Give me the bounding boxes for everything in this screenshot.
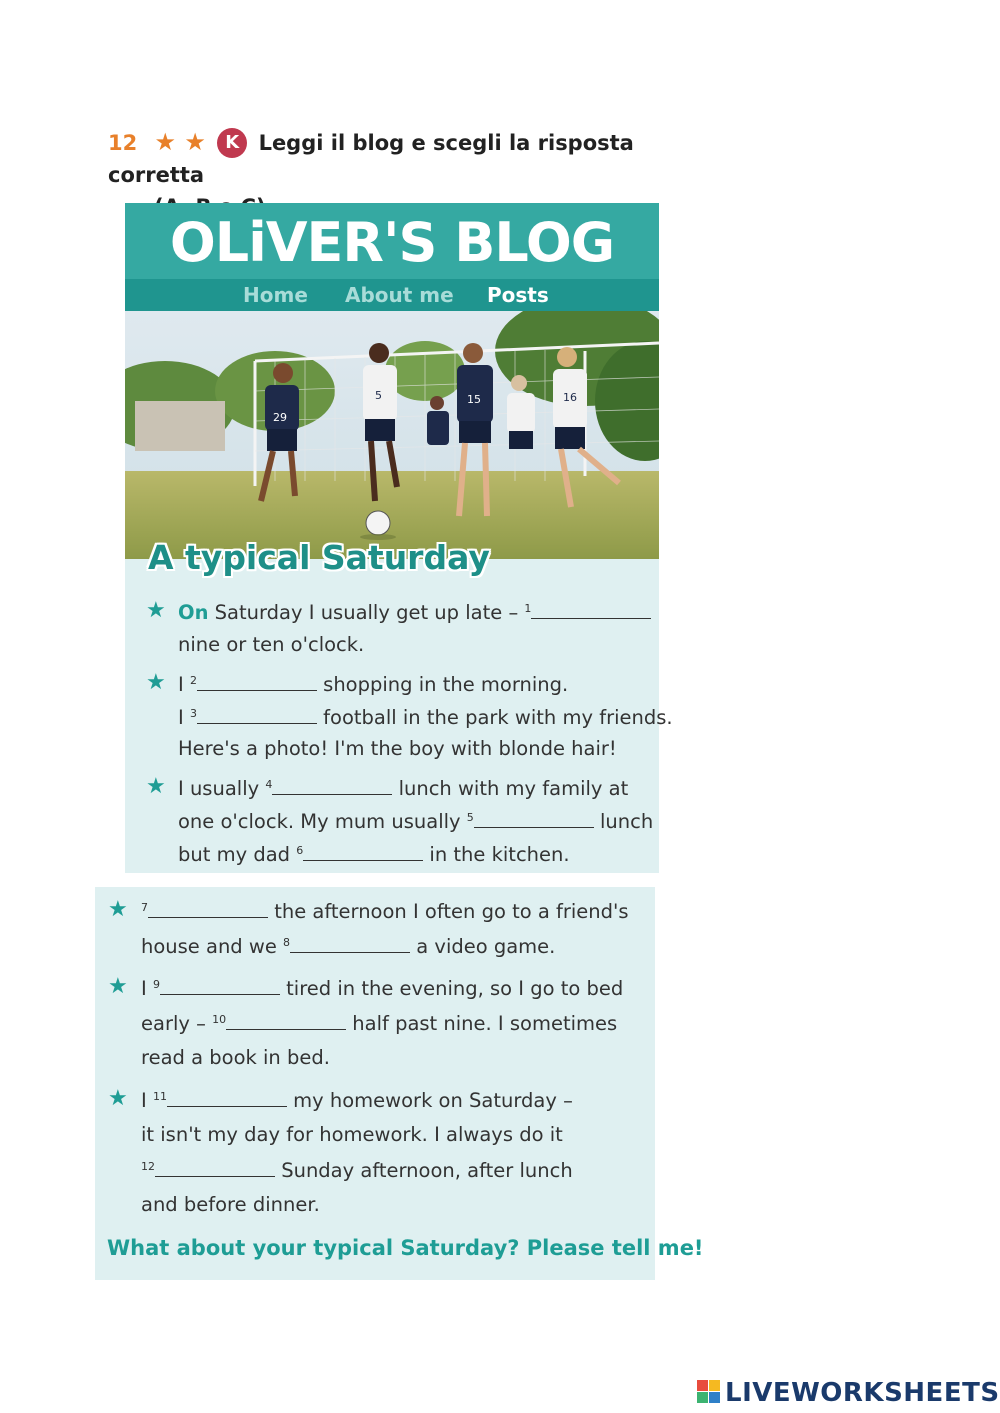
text-line: I usually $^4$ lunch with my family at [178,777,629,800]
text-line: I $^{11}$ my homework on Saturday – [141,1089,573,1112]
bullet-star-icon: ★ [108,974,128,999]
text-line: Here's a photo! I'm the boy with blonde hair! [178,737,617,760]
bullet-star-icon: ★ [108,897,128,922]
blank-7[interactable] [148,899,268,918]
text-line: and before dinner. [141,1193,320,1216]
instruction-line1: Leggi il blog e scegli la risposta corretta [108,131,634,187]
blank-1[interactable] [531,600,651,619]
text-line: I $^2$ shopping in the morning. [178,673,569,696]
section-title: A typical Saturday [148,538,490,577]
bullet-star-icon: ★ [108,1086,128,1111]
text-line: I $^9$ tired in the evening, so I go to bed [141,977,624,1000]
text-line: early – $^{10}$ half past nine. I sometimes [141,1012,618,1035]
blog-title: OLiVER'S BLOG [169,211,615,274]
blank-10[interactable] [226,1011,346,1030]
difficulty-stars-icon: ★ ★ [154,128,206,156]
text-line: read a book in bed. [141,1046,330,1069]
blog-nav [125,279,659,311]
blank-9[interactable] [160,976,280,995]
liveworksheets-brand[interactable] [697,1378,1000,1408]
blank-4[interactable] [272,776,392,795]
closing-question: What about your typical Saturday? Please tell me! [107,1236,704,1260]
blank-3[interactable] [197,705,317,724]
blank-12[interactable] [155,1158,275,1177]
football-icon [366,511,390,535]
nav-posts[interactable]: Posts [487,283,549,307]
k-badge-icon: K [217,128,247,158]
text-line: I $^3$ football in the park with my friends. [178,706,673,729]
blank-6[interactable] [303,842,423,861]
bullet-star-icon: ★ [146,774,166,799]
text-line: On Saturday I usually get up late – $^1$ [178,600,651,624]
bullet-star-icon: ★ [146,598,166,623]
text-line: nine or ten o'clock. [178,633,365,656]
svg-text:5: 5 [375,389,382,402]
blank-2[interactable] [197,672,317,691]
exercise-number: 12 [108,131,138,155]
football-photo [125,311,659,559]
text-line: house and we $^8$ a video game. [141,935,556,958]
blank-11[interactable] [167,1088,287,1107]
blog-header [125,203,659,311]
blank-5[interactable] [474,809,594,828]
text-line: but my dad $^6$ in the kitchen. [178,843,570,866]
nav-about-me[interactable]: About me [345,283,454,307]
svg-text:16: 16 [563,391,577,404]
nav-home[interactable]: Home [243,283,308,307]
liveworksheets-logo-icon [697,1380,721,1404]
text-line: $^7$ the afternoon I often go to a friend's [141,900,629,923]
text-line: it isn't my day for homework. I always do it [141,1123,563,1146]
text-line: one o'clock. My mum usually $^5$ lunch [178,810,654,833]
example-answer: On [178,601,209,624]
brand-name: LIVEWORKSHEETS [725,1378,1000,1408]
svg-text:29: 29 [273,411,287,424]
text-line: $^{12}$ Sunday afternoon, after lunch [141,1159,573,1182]
bullet-star-icon: ★ [146,670,166,695]
svg-text:15: 15 [467,393,481,406]
blank-8[interactable] [290,934,410,953]
